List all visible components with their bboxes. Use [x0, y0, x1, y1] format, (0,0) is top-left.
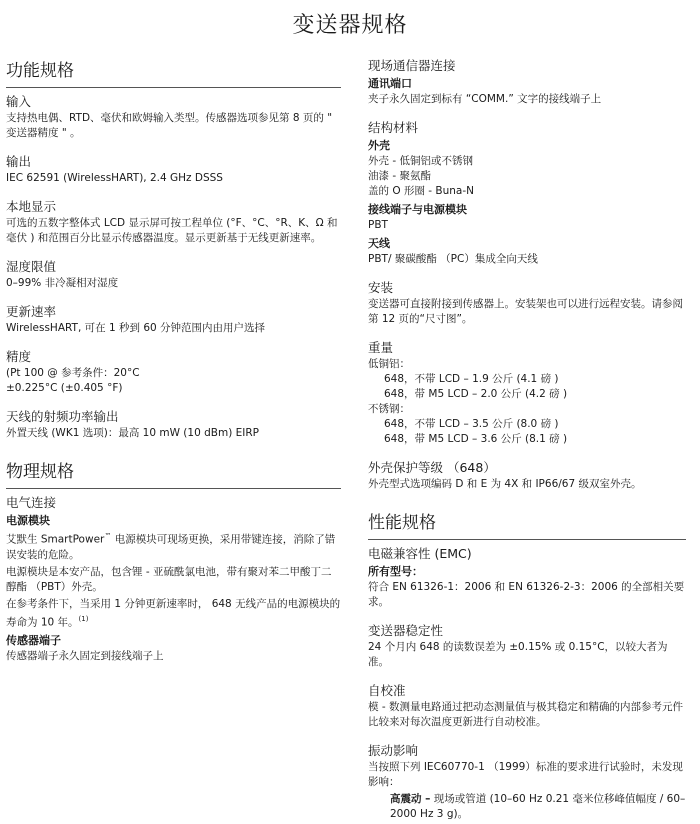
- humidity-text: 0–99% 非冷凝相对湿度: [6, 277, 119, 289]
- high-vibration-detail: 现场或管道 (10–60 Hz 0.21 毫米位移峰值幅度 / 60–2000 Hz 3 g)。: [390, 793, 686, 820]
- right-column: [368, 56, 686, 824]
- vibration-heading: 振动影响: [368, 743, 419, 758]
- accuracy-heading: 精度: [6, 349, 32, 364]
- comm-port-heading: 通讯端口: [368, 77, 412, 90]
- power-module-heading: 电源模块: [6, 514, 50, 527]
- power-module-brand: 艾默生 SmartPower: [6, 533, 105, 546]
- update-rate-heading: 更新速率: [6, 304, 57, 319]
- comm-port-text: 夹子永久固定到标有 “COMM.” 文字的接线端子上: [368, 93, 602, 105]
- high-vibration-text: [368, 792, 686, 822]
- rf-power-heading: 天线的射频功率输出: [6, 409, 119, 424]
- divider: [368, 539, 686, 540]
- power-module-text-2: 电源模块是本安产品，包含锂 - 亚硫酰氯电池，带有聚对苯二甲酸丁二醇酯 （PBT）外壳。: [6, 565, 332, 593]
- materials-heading: 结构材料: [368, 120, 419, 135]
- physical-specs-title: 物理规格: [6, 462, 74, 482]
- weight-item: 648，带 M5 LCD – 3.6 公斤 (8.1 磅 ): [384, 433, 568, 445]
- steel-label: 不锈钢：: [368, 403, 410, 415]
- left-column: [6, 56, 341, 666]
- self-calibration-text: 模 - 数测量电路通过把动态测量值与极其稳定和精确的内部参考元件比较来对每次温度更新进行自动校准。: [368, 701, 683, 728]
- output-heading: 输出: [6, 154, 32, 169]
- footnote-ref: (1): [78, 614, 89, 623]
- performance-specs-title: 性能规格: [368, 513, 436, 533]
- stability-text: 24 个月内 648 的读数误差为 ±0.15% 或 0.15°C，以较大者为准。: [368, 641, 668, 668]
- accuracy-line-1: (Pt 100 @ 参考条件：20°C: [6, 367, 140, 379]
- housing-item: 油漆 - 聚氨酯: [368, 170, 431, 182]
- aluminum-label: 低铜铝：: [368, 358, 410, 370]
- update-rate-text: WirelessHART, 可在 1 秒到 60 分钟范围内由用户选择: [6, 322, 266, 334]
- stability-heading: 变送器稳定性: [368, 623, 444, 638]
- housing-item: 盖的 O 形圈 - Buna-N: [368, 185, 474, 197]
- terminal-module-text: PBT: [368, 219, 388, 231]
- divider: [6, 488, 341, 489]
- local-display-text: 可选的五数字整体式 LCD 显示屏可按工程单位 (°F、°C、°R、K、Ω 和毫伏 ) 和范围百分比显示传感器温度。显示更新基于无线更新速率。: [6, 217, 338, 244]
- page-title: 变送器规格: [292, 13, 408, 38]
- high-vibration-label: 高震动 –: [390, 793, 431, 805]
- housing-heading: 外壳: [368, 139, 390, 152]
- mounting-text: 变送器可直接附接到传感器上。安装架也可以进行远程安装。请参阅第 12 页的“尺寸图”。: [368, 298, 683, 325]
- power-module-life: 在参考条件下，当采用 1 分钟更新速率时， 648 无线产品的电源模块的寿命为 10 年。: [6, 597, 341, 628]
- weight-heading: 重量: [368, 340, 394, 355]
- antenna-text: PBT/ 聚碳酸酯 （PC）集成全向天线: [368, 253, 538, 265]
- input-text: 支持热电偶、RTD、毫伏和欧姆输入类型。传感器选项参见第 8 页的 " 变送器精度 " 。: [6, 112, 333, 139]
- local-display-heading: 本地显示: [6, 199, 57, 214]
- power-module-description: 电源模块可现场更换，采用带键连接，消除了错误安装的危险。: [6, 533, 336, 561]
- emc-heading: 电磁兼容性 (EMC): [368, 546, 472, 561]
- power-module-text: [6, 529, 341, 563]
- trademark-mark: ™: [104, 532, 112, 540]
- emc-text: 符合 EN 61326-1：2006 和 EN 61326-2-3：2006 的全部相关要求。: [368, 581, 685, 608]
- accuracy-line-2: ±0.225°C (±0.405 °F): [6, 382, 123, 394]
- output-text: IEC 62591 (WirelessHART), 2.4 GHz DSSS: [6, 172, 223, 184]
- weight-item: 648，不带 LCD – 1.9 公斤 (4.1 磅 ): [384, 373, 559, 385]
- mounting-heading: 安装: [368, 280, 394, 295]
- sensor-terminal-text: 传感器端子永久固定到接线端子上: [6, 650, 164, 662]
- terminal-module-heading: 接线端子与电源模块: [368, 203, 467, 216]
- functional-specs-title: 功能规格: [6, 61, 74, 81]
- power-module-text-3: [6, 597, 341, 631]
- humidity-heading: 湿度限值: [6, 259, 57, 274]
- weight-item: 648，带 M5 LCD – 2.0 公斤 (4.2 磅 ): [384, 388, 568, 400]
- input-heading: 输入: [6, 94, 32, 109]
- all-models-heading: 所有型号：: [368, 565, 423, 578]
- divider: [6, 87, 341, 88]
- field-comm-heading: 现场通信器连接: [368, 58, 456, 73]
- electrical-heading: 电气连接: [6, 495, 57, 510]
- antenna-heading: 天线: [368, 237, 390, 250]
- self-calibration-heading: 自校准: [368, 683, 406, 698]
- vibration-text: 当按照下列 IEC60770-1 （1999）标准的要求进行试验时，未发现影响：: [368, 761, 683, 788]
- enclosure-text: 外壳型式选项编码 D 和 E 为 4X 和 IP66/67 级双室外壳。: [368, 478, 642, 490]
- rf-power-text: 外置天线 (WK1 选项)：最高 10 mW (10 dBm) EIRP: [6, 427, 259, 439]
- housing-item: 外壳 - 低铜铝或不锈钢: [368, 155, 473, 167]
- enclosure-heading: 外壳保护等级 （648）: [368, 460, 496, 475]
- sensor-terminal-heading: 传感器端子: [6, 634, 61, 647]
- weight-item: 648，不带 LCD – 3.5 公斤 (8.0 磅 ): [384, 418, 559, 430]
